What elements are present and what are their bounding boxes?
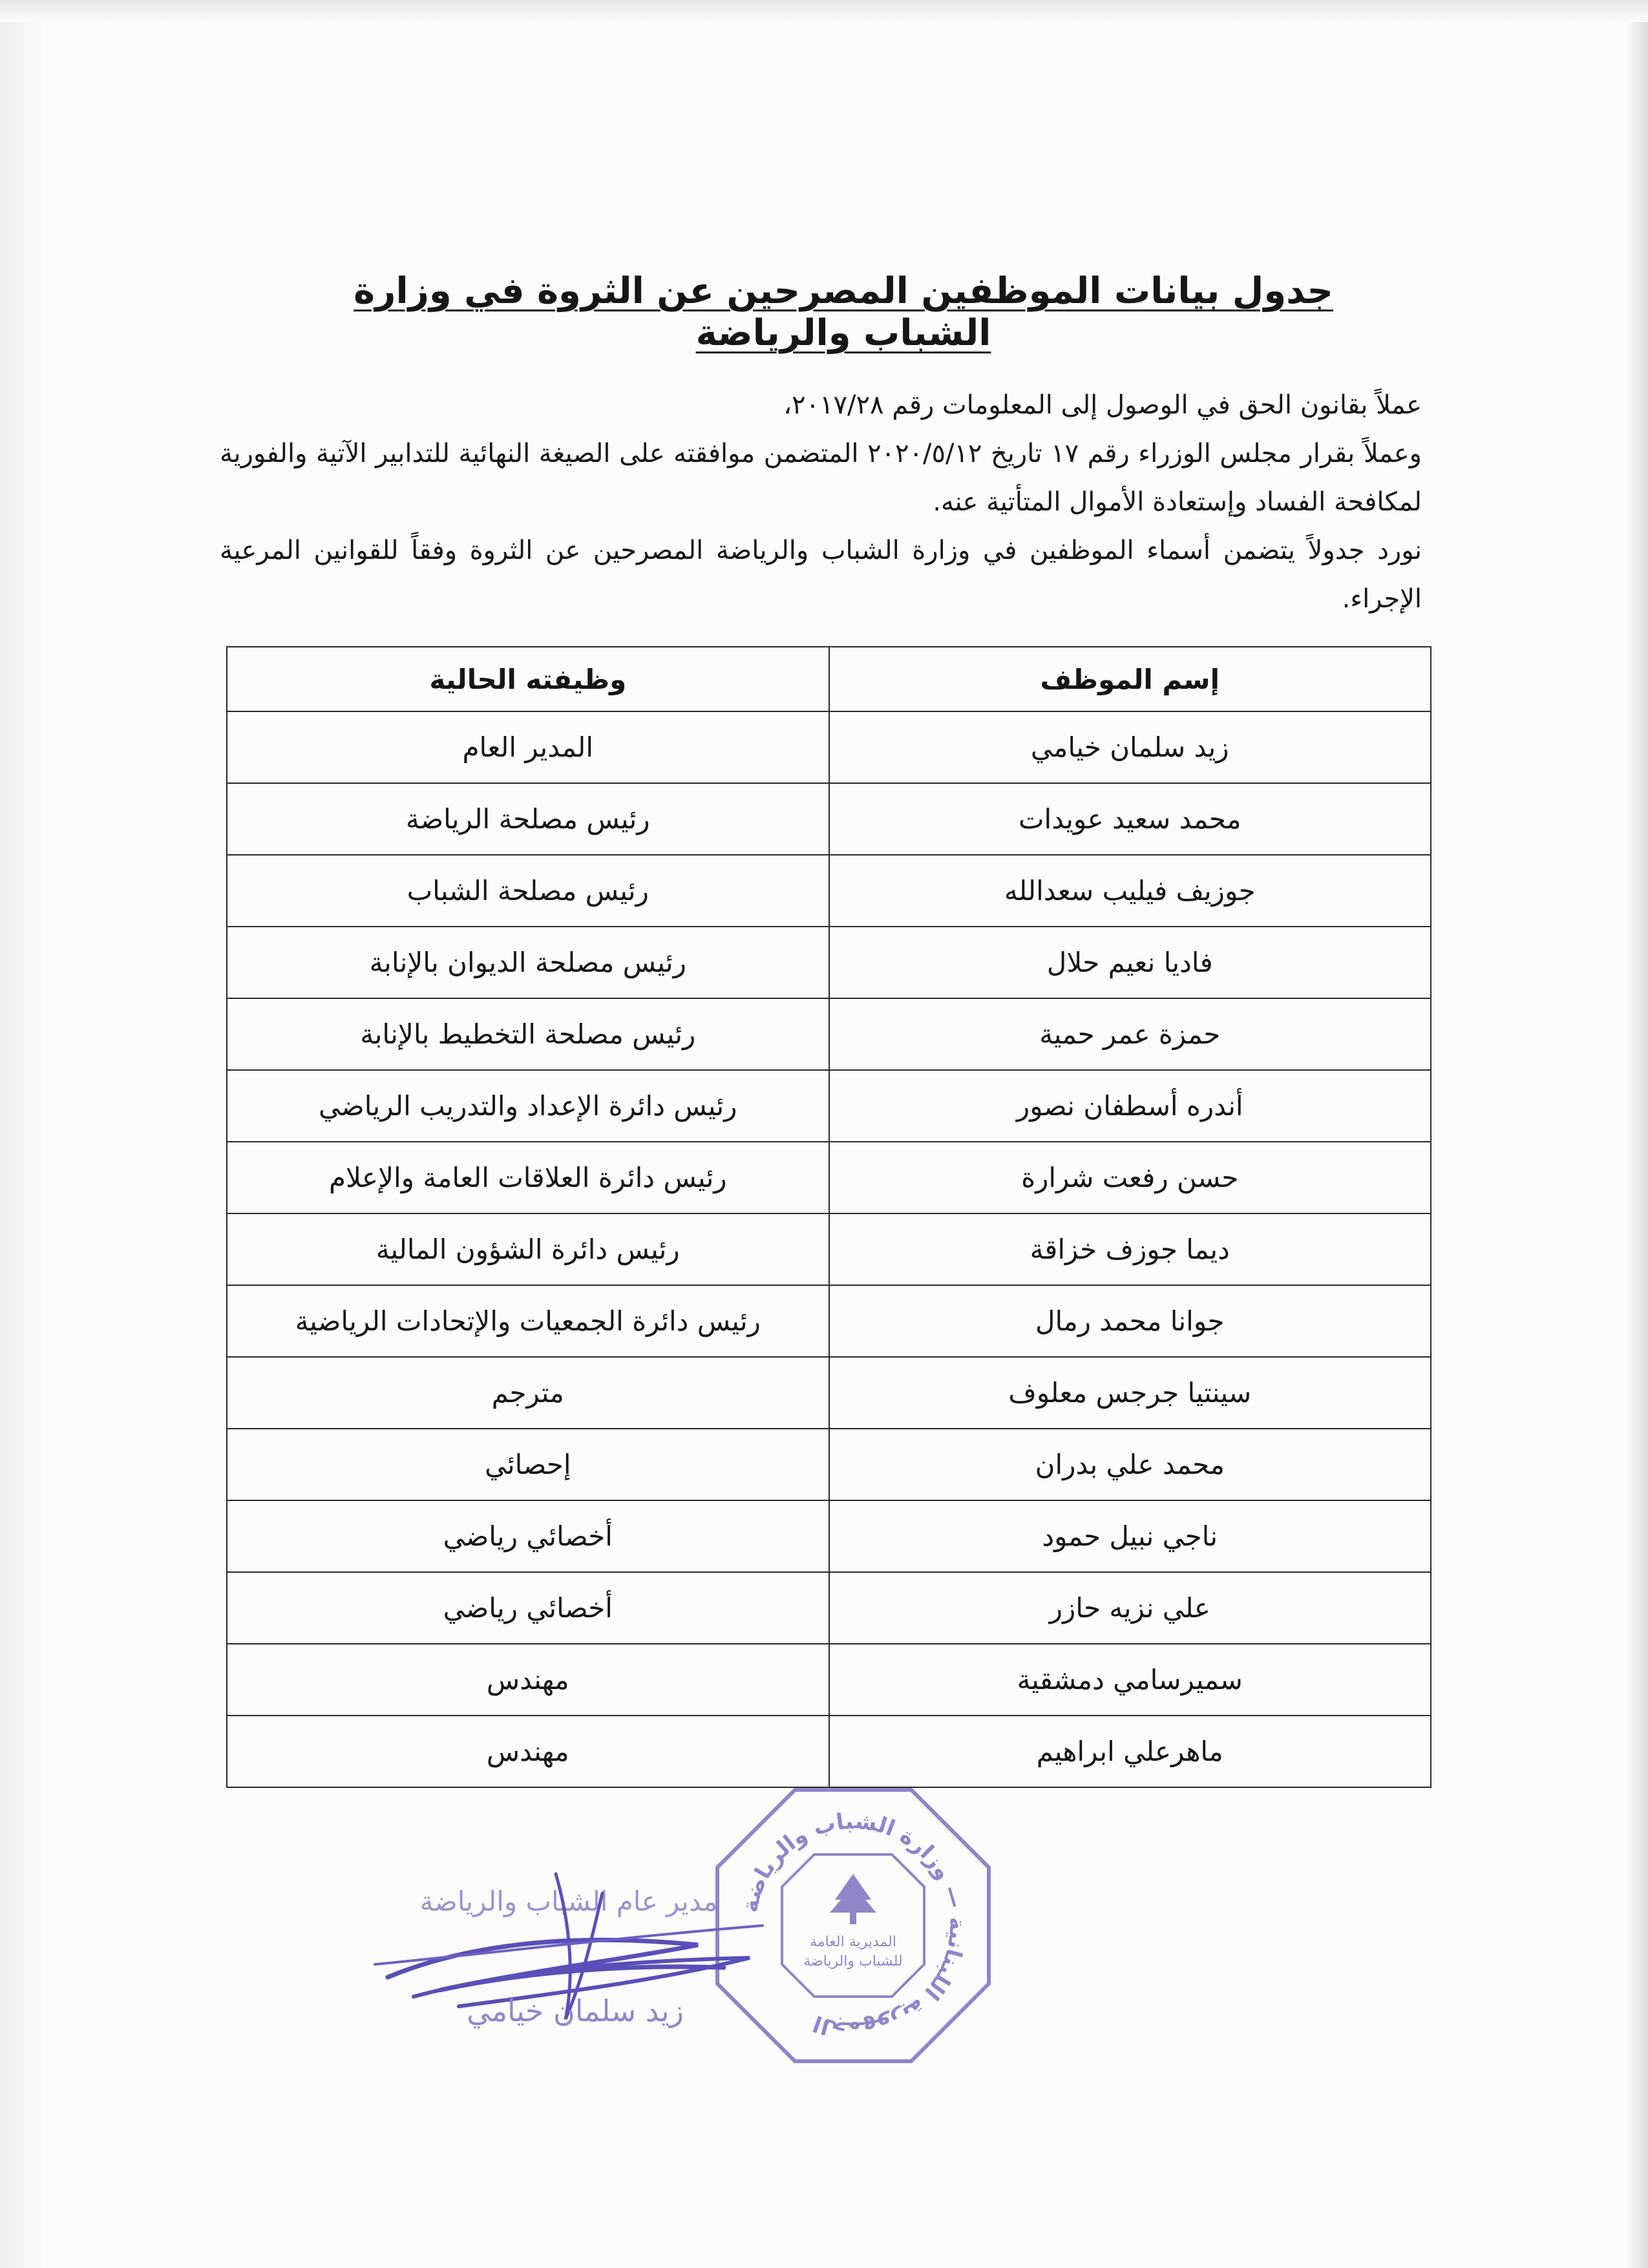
scan-edge-top xyxy=(0,0,1648,22)
employees-table xyxy=(226,646,1431,1788)
signatory-title: مدير عام الشباب والرياضة xyxy=(419,1885,718,1917)
employee-role: مهندس xyxy=(227,1716,829,1787)
employee-name: سميرسامي دمشقية xyxy=(829,1644,1431,1716)
employee-name: حسن رفعت شرارة xyxy=(829,1142,1431,1213)
table-row xyxy=(227,711,1431,783)
header-employee-name: إسم الموظف xyxy=(829,647,1431,711)
employee-name: محمد سعيد عويدات xyxy=(829,783,1431,855)
table-row xyxy=(227,1500,1431,1572)
employee-name: ماهرعلي ابراهيم xyxy=(829,1716,1431,1787)
employee-role: رئيس دائرة الشؤون المالية xyxy=(227,1213,829,1285)
table-row xyxy=(227,1070,1431,1142)
employee-role: أخصائي رياضي xyxy=(227,1500,829,1572)
stamp-inner-text-2: للشباب والرياضة xyxy=(803,1953,903,1969)
intro-line-law: عملاً بقانون الحق في الوصول إلى المعلومات رقم ٢٠١٧/٢٨، xyxy=(783,390,1422,420)
employee-name: فاديا نعيم حلال xyxy=(829,927,1431,998)
employee-name: أندره أسطفان نصور xyxy=(829,1070,1431,1142)
stamp-outer-text: الجمهورية اللبنانية — وزارة الشباب والرياضة xyxy=(737,1808,971,2043)
employee-name: ناجي نبيل حمود xyxy=(829,1500,1431,1572)
scan-edge-right xyxy=(1626,0,1648,2268)
table-row xyxy=(227,1357,1431,1429)
table-row xyxy=(227,783,1431,855)
table-row xyxy=(227,998,1431,1070)
employee-role: رئيس دائرة الإعداد والتدريب الرياضي xyxy=(227,1070,829,1142)
employee-role: رئيس مصلحة الرياضة xyxy=(227,783,829,855)
employee-name: حمزة عمر حمية xyxy=(829,998,1431,1070)
employee-role: المدير العام xyxy=(227,711,829,783)
employee-name: جوانا محمد رمال xyxy=(829,1285,1431,1357)
employee-role: أخصائي رياضي xyxy=(227,1572,829,1644)
scan-edge-left xyxy=(0,0,45,2268)
stamp-inner-text-1: المديرية العامة xyxy=(810,1934,896,1950)
employee-name: ديما جوزف خزاقة xyxy=(829,1213,1431,1285)
employee-role: مهندس xyxy=(227,1644,829,1716)
employee-name: محمد علي بدران xyxy=(829,1429,1431,1500)
table-row xyxy=(227,855,1431,927)
table-row xyxy=(227,927,1431,998)
table-row xyxy=(227,1644,1431,1716)
table-row xyxy=(227,1716,1431,1787)
employee-role: رئيس دائرة العلاقات العامة والإعلام xyxy=(227,1142,829,1213)
table-header-row xyxy=(227,647,1431,711)
header-current-role: وظيفته الحالية xyxy=(227,647,829,711)
employee-role: رئيس دائرة الجمعيات والإتحادات الرياضية xyxy=(227,1285,829,1357)
document-title: جدول بيانات الموظفين المصرحين عن الثروة في وزارة الشباب والرياضة xyxy=(354,270,1333,354)
intro-line-decision: وعملاً بقرار مجلس الوزراء رقم ١٧ تاريخ ٢٠٢٠/٥/١٢ المتضمن موافقته على الصيغة النهائية للتدابير الآتية والفورية لمكافحة الفساد وإستعادة الأموال المتأتية عنه. xyxy=(220,439,1422,517)
employee-name: سينتيا جرجس معلوف xyxy=(829,1357,1431,1429)
employee-role: إحصائي xyxy=(227,1429,829,1500)
employee-name: زيد سلمان خيامي xyxy=(829,711,1431,783)
intro-line-table-note: نورد جدولاً يتضمن أسماء الموظفين في وزارة الشباب والرياضة المصرحين عن الثروة وفقاً للقوانين المرعية الإجراء. xyxy=(220,536,1422,614)
table-row xyxy=(227,1572,1431,1644)
signatory-name: زيد سلمان خيامي xyxy=(467,1993,684,2028)
employee-role: مترجم xyxy=(227,1357,829,1429)
employee-role: رئيس مصلحة الديوان بالإنابة xyxy=(227,927,829,998)
employee-role: رئيس مصلحة الشباب xyxy=(227,855,829,927)
table-row xyxy=(227,1429,1431,1500)
intro-paragraphs xyxy=(220,381,1422,624)
employee-name: علي نزيه حازر xyxy=(829,1572,1431,1644)
employee-name: جوزيف فيليب سعدالله xyxy=(829,855,1431,927)
cedar-icon xyxy=(830,1874,876,1924)
table-row xyxy=(227,1142,1431,1213)
table-row xyxy=(227,1213,1431,1285)
table-row xyxy=(227,1285,1431,1357)
employee-role: رئيس مصلحة التخطيط بالإنابة xyxy=(227,998,829,1070)
